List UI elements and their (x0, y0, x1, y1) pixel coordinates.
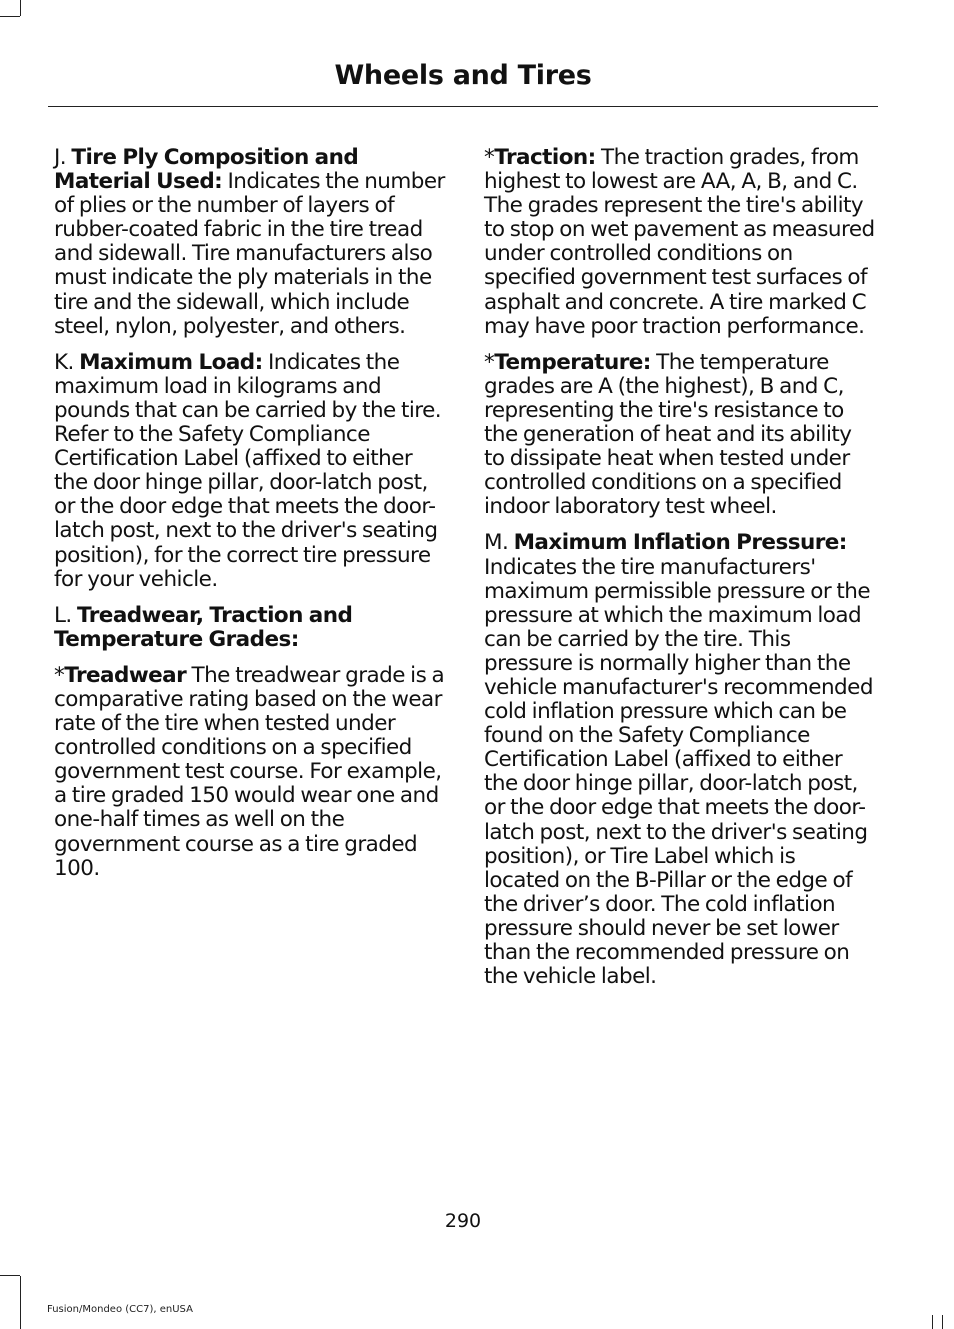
paragraph-text: The traction grades, from highest to lowest are AA, A, B, and C. The grades represent the tire's ability to stop on wet pavement as measured under controlled conditions on specified government test surfaces of asphalt and concrete. A tire marked C may have poor traction performance. (484, 145, 875, 339)
paragraph-prefix: * (484, 145, 495, 170)
crop-mark-top-left-vertical (20, 0, 21, 16)
paragraph-prefix: J. (54, 145, 72, 170)
paragraph-maximum-inflation-pressure (484, 531, 876, 989)
paragraph-prefix: * (484, 349, 495, 375)
paragraph-text: Indicates the maximum load in kilograms and pounds that can be carried by the tire. Refer to the Safety Compliance Certification Label (affixed to either the door hinge pillar, door-latch post, or the door edge that meets the door-latch post, next to the driver's seating position), for the correct tire pressure for your vehicle. (54, 349, 442, 592)
paragraph-grades-heading (54, 604, 446, 652)
crop-mark-bottom-right-vertical-inner (932, 1315, 933, 1329)
term-traction: Traction: (494, 145, 596, 170)
term-maximum-inflation-pressure: Maximum Inflation Pressure: (513, 530, 847, 556)
right-column (484, 146, 876, 1001)
crop-mark-bottom-right-vertical-outer (942, 1315, 943, 1329)
page-number: 290 (444, 1210, 482, 1232)
paragraph-tire-ply (54, 146, 446, 339)
term-tire-ply: Tire Ply Composition and Material Used: (54, 145, 359, 195)
paragraph-prefix: M. (484, 530, 514, 556)
crop-mark-bottom-left-horizontal (0, 1275, 20, 1276)
header-divider (48, 106, 878, 107)
paragraph-text: The treadwear grade is a comparative rating based on the wear rate of the tire when tested under controlled conditions on a specified government test course. For example, a tire graded 150 would wear one and one-half times as well on the government course as a tire graded 100. (54, 662, 445, 881)
paragraph-temperature (484, 351, 876, 520)
term-maximum-load: Maximum Load: (79, 349, 263, 375)
paragraph-prefix: * (54, 662, 65, 688)
paragraph-text: The temperature grades are A (the highest), B and C, representing the tire's resistance to the generation of heat and its ability to dissipate heat when tested under controlled conditions on a specified indoor laboratory test wheel. (484, 349, 852, 520)
term-grades: Treadwear, Traction and Temperature Grades: (54, 602, 353, 652)
left-column (54, 146, 446, 893)
page-title: Wheels and Tires (334, 60, 592, 91)
paragraph-treadwear (54, 664, 446, 881)
footer-model-label: Fusion/Mondeo (CC7), enUSA (47, 1304, 193, 1315)
paragraph-text: Indicates the number of plies or the number of layers of rubber-coated fabric in the tire tread and sidewall. Tire manufacturers also must indicate the ply materials in the tire and the sidewall, which include steel, nylon, polyester, and others. (54, 169, 445, 339)
paragraph-text: Indicates the tire manufacturers' maximum permissible pressure or the pressure at which the maximum load can be carried by the tire. This pressure is normally higher than the vehicle manufacturer's recommended cold inflation pressure which can be found on the Safety Compliance Certification Label (affixed to either the door hinge pillar, door-latch post, or the door edge that meets the door-latch post, next to the driver's seating position), or Tire Label which is located on the B-Pillar or the edge of the driver’s door. The cold inflation pressure should never be set lower than the recommended pressure on the vehicle label. (484, 554, 873, 990)
term-treadwear: Treadwear (64, 662, 187, 688)
paragraph-maximum-load (54, 351, 446, 592)
term-temperature: Temperature: (494, 349, 651, 375)
crop-mark-top-left-horizontal (0, 16, 20, 17)
crop-mark-bottom-left-vertical (20, 1276, 21, 1329)
paragraph-prefix: L. (54, 602, 77, 628)
paragraph-traction (484, 146, 876, 339)
paragraph-prefix: K. (54, 349, 80, 375)
